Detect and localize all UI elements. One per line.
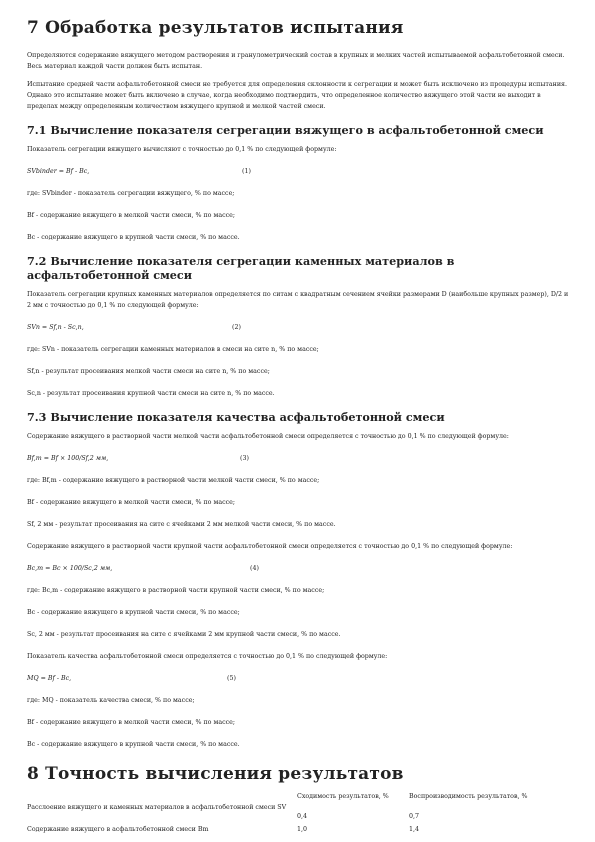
formula-4-expression: Bc,m = Bc × 100/Sc,2 мм, xyxy=(27,565,113,572)
s73-def-1-2: Bf - содержание вяжущего в мелкой части смеси, % по массе; xyxy=(27,499,236,506)
section-7-heading: 7 Обработка результатов испытания xyxy=(27,18,404,38)
s72-def-1: где: SVn - показатель сегрегации каменных материалов в смеси на сите n, % по массе; xyxy=(27,346,319,353)
s73-def-2-3: Sc, 2 мм - результат просеивания на сите с ячейками 2 мм крупной части смеси, % по массе. xyxy=(27,631,341,638)
s73-intro-1: Содержание вяжущего в растворной части мелкой части асфальтобетонной смеси определяется с точностью до 0,1 % по следующей формуле: xyxy=(27,433,509,440)
table-cell: 1,4 xyxy=(409,826,420,833)
formula-2-expression: SVn = Sf,n - Sc,n, xyxy=(27,324,84,331)
s73-def-2-1: где: Bc,m - содержание вяжущего в растворной части крупной части смеси, % по массе; xyxy=(27,587,325,594)
table-header-row xyxy=(27,792,573,801)
s72-def-3: Sc,n - результат просеивания крупной части смеси на сите n, % по массе. xyxy=(27,390,275,397)
section-7-3-heading: 7.3 Вычисление показателя качества асфальтобетонной смеси xyxy=(27,410,445,424)
formula-4 xyxy=(27,563,573,574)
s71-def-1: где: SVbinder - показатель сегрегации вяжущего, % по массе; xyxy=(27,190,235,197)
s73-def-3-3: Bc - содержание вяжущего в крупной части смеси, % по массе. xyxy=(27,741,240,748)
formula-5-number: (5) xyxy=(227,675,236,682)
intro-paragraph-2: Испытание средней части асфальтобетонной смеси не требуется для определения склонности к сегрегации и может быть исключено из процедуры испытания. Однако это испытание может быть включено в случае, когда необходимо подтвердить, что определенное количество вяжущего этой части не выходит в пределах между определенным количеством вяжущего крупной и мелкой частей смеси. xyxy=(27,81,567,110)
s73-def-1-3: Sf, 2 мм - результат просеивания на сите с ячейками 2 мм мелкой части смеси, % по массе. xyxy=(27,521,336,528)
s73-intro-3: Показатель качества асфальтобетонной смеси определяется с точностью до 0,1 % по следующей формуле: xyxy=(27,653,388,660)
table-cell: Содержание вяжущего в асфальтобетонной смеси Bm xyxy=(27,826,209,833)
precision-table xyxy=(27,792,573,834)
s71-intro: Показатель сегрегации вяжущего вычисляют с точностью до 0,1 % по следующей формуле: xyxy=(27,146,337,153)
s73-intro-2: Содержание вяжущего в растворной части крупной части асфальтобетонной смеси определяется с точностью до 0,1 % по следующей формуле: xyxy=(27,543,513,550)
s71-def-3: Bc - содержание вяжущего в крупной части смеси, % по массе. xyxy=(27,234,240,241)
formula-3 xyxy=(27,453,573,464)
table-header-cell: Воспроизводимость результатов, % xyxy=(409,793,528,800)
s73-def-3-2: Bf - содержание вяжущего в мелкой части смеси, % по массе; xyxy=(27,719,236,726)
table-cell: Расслоение вяжущего и каменных материалов в асфальтобетонной смеси SV xyxy=(27,804,287,811)
document-page xyxy=(27,18,573,834)
table-header-cell xyxy=(27,792,297,801)
s71-def-2: Bf - содержание вяжущего в мелкой части смеси, % по массе; xyxy=(27,212,236,219)
s73-def-3-1: где: MQ - показатель качества смеси, % по массе; xyxy=(27,697,195,704)
table-cell: 0,4 xyxy=(297,813,308,820)
formula-5 xyxy=(27,673,573,684)
formula-4-number: (4) xyxy=(250,565,259,572)
s72-def-2: Sf,n - результат просеивания мелкой части смеси на сите n, % по массе; xyxy=(27,368,270,375)
table-row xyxy=(27,803,573,821)
formula-3-expression: Bf,m = Bf × 100/Sf,2 мм, xyxy=(27,455,109,462)
formula-5-expression: MQ = Bf - Bc, xyxy=(27,675,72,682)
s73-def-2-2: Bc - содержание вяжущего в крупной части смеси, % по массе; xyxy=(27,609,240,616)
table-row xyxy=(27,825,573,834)
table-header-cell: Сходимость результатов, % xyxy=(297,793,389,800)
table-cell: 0,7 xyxy=(409,813,420,820)
section-8-heading: 8 Точность вычисления результатов xyxy=(27,764,404,784)
intro-paragraph-1: Определяются содержание вяжущего методом растворения и гранулометрический состав в крупных и мелких частей испытываемой асфальтобетонной смеси. Весь материал каждой части должен быть испытан. xyxy=(27,52,565,70)
s72-intro: Показатель сегрегации крупных каменных материалов определяется по ситам с квадратным сечением ячейки размерами D (наибольше крупных размер), D/2 и 2 мм с точностью до 0,1 % по следующей формуле: xyxy=(27,291,569,309)
formula-1-expression: SVbinder = Bf - Bc, xyxy=(27,168,90,175)
section-7-2-heading: 7.2 Вычисление показателя сегрегации каменных материалов в асфальтобетонной смеси xyxy=(27,254,455,282)
section-7-1-heading: 7.1 Вычисление показателя сегрегации вяжущего в асфальтобетонной смеси xyxy=(27,123,544,137)
table-cell: 1,0 xyxy=(297,826,308,833)
s73-def-1-1: где: Bf,m - содержание вяжущего в растворной части мелкой части смеси, % по массе; xyxy=(27,477,320,484)
formula-1 xyxy=(27,166,573,177)
formula-2-number: (2) xyxy=(232,324,241,331)
formula-1-number: (1) xyxy=(242,168,251,175)
formula-2 xyxy=(27,322,573,333)
formula-3-number: (3) xyxy=(240,455,249,462)
